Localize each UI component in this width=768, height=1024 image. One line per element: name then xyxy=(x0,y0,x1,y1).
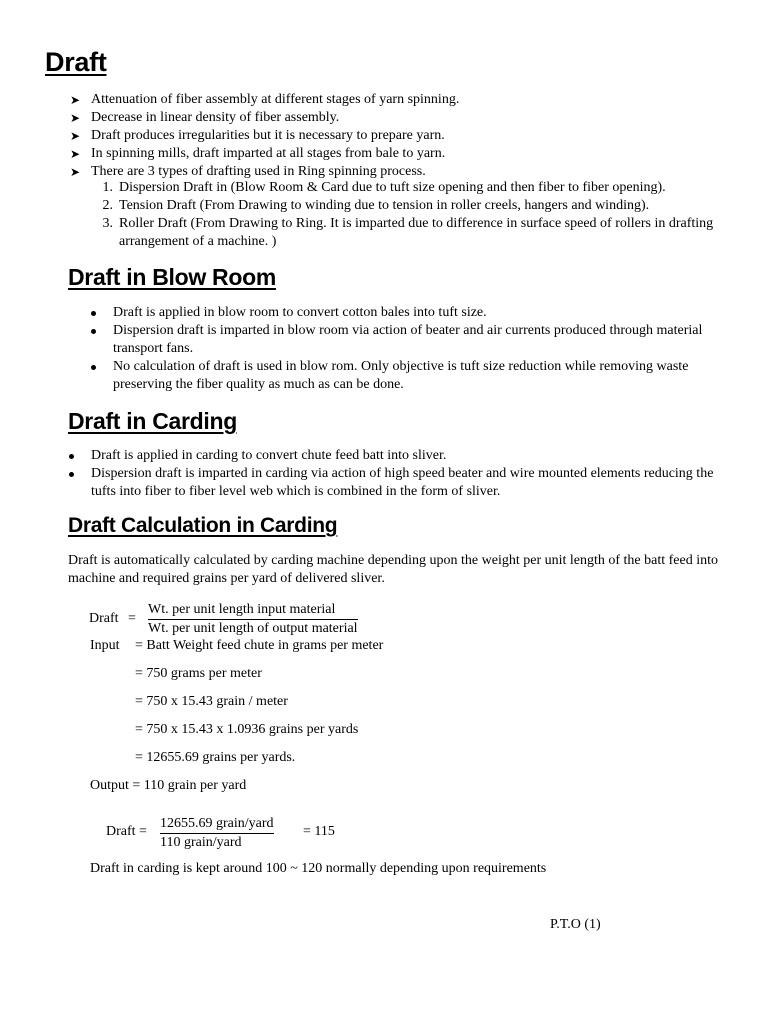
formula-fraction xyxy=(148,602,358,637)
input-line: = 12655.69 grains per yards. xyxy=(135,750,296,765)
round-bullet-icon xyxy=(69,472,74,477)
result-fraction xyxy=(160,816,274,851)
list-item: 1. Dispersion Draft in (Blow Room & Card due to tuft size opening and then fiber to fiber opening). xyxy=(102,180,666,195)
input-line: = 750 grams per meter xyxy=(135,666,262,681)
formula-equals: = xyxy=(128,611,136,626)
section-heading-carding: Draft in Carding xyxy=(68,408,237,434)
list-item: ➤ Attenuation of fiber assembly at different stages of yarn spinning. xyxy=(70,92,460,107)
page-title: Draft xyxy=(45,47,107,77)
arrow-bullet-icon: ➤ xyxy=(70,165,81,179)
list-item: Draft is applied in carding to convert chute feed batt into sliver. xyxy=(91,447,713,465)
calculation-intro: Draft is automatically calculated by carding machine depending upon the weight per unit length of the batt feed into machine and required grains per yard of delivered sliver. xyxy=(68,553,719,586)
result-numerator: 12655.69 grain/yard xyxy=(160,816,274,831)
list-item: ➤ In spinning mills, draft imparted at all stages from bale to yarn. xyxy=(70,146,446,161)
arrow-bullet-icon: ➤ xyxy=(70,129,81,143)
round-bullet-icon xyxy=(91,311,96,316)
fraction-bar xyxy=(160,833,274,834)
input-line: = 750 x 15.43 grain / meter xyxy=(135,694,288,709)
section-heading-blow-room: Draft in Blow Room xyxy=(68,264,276,290)
round-bullet-icon xyxy=(69,454,74,459)
formula-label: Draft xyxy=(89,611,119,626)
input-line: = Batt Weight feed chute in grams per meter xyxy=(135,638,384,653)
output-line: Output = 110 grain per yard xyxy=(90,778,247,793)
intro-bullet-list xyxy=(70,91,460,181)
fraction-bar xyxy=(148,619,358,620)
arrow-bullet-icon: ➤ xyxy=(70,147,81,161)
result-value: = 115 xyxy=(303,824,335,839)
draft-types-list xyxy=(102,179,714,251)
section-heading-calculation: Draft Calculation in Carding xyxy=(68,514,338,537)
input-line: = 750 x 15.43 x 1.0936 grains per yards xyxy=(135,722,359,737)
page-footer: P.T.O (1) xyxy=(550,917,601,932)
list-item: Dispersion draft is imparted in blow room via action of beater and air currents produced through material transport fans. xyxy=(113,322,702,358)
list-item: ➤ There are 3 types of drafting used in Ring spinning process. xyxy=(70,164,426,179)
blow-room-bullet-list xyxy=(113,304,702,394)
round-bullet-icon xyxy=(91,329,96,334)
list-item: No calculation of draft is used in blow rom. Only objective is tuft size reduction while removing waste preserving the fiber quality as much as can be done. xyxy=(113,358,702,394)
formula-numerator: Wt. per unit length input material xyxy=(148,602,336,617)
list-item: 2. Tension Draft (From Drawing to winding due to tension in roller creels, hangers and winding). xyxy=(102,198,650,213)
list-item: Draft is applied in blow room to convert cotton bales into tuft size. xyxy=(113,304,702,322)
formula-denominator: Wt. per unit length of output material xyxy=(148,621,358,636)
arrow-bullet-icon: ➤ xyxy=(70,111,81,125)
round-bullet-icon xyxy=(91,365,96,370)
carding-bullet-list xyxy=(91,447,713,501)
conclusion: Draft in carding is kept around 100 ~ 120 normally depending upon requirements xyxy=(90,861,547,876)
result-label: Draft = xyxy=(106,824,147,839)
input-label: Input xyxy=(90,638,120,653)
list-item: ➤ Draft produces irregularities but it is necessary to prepare yarn. xyxy=(70,128,445,143)
list-item: ➤ Decrease in linear density of fiber assembly. xyxy=(70,110,340,125)
arrow-bullet-icon: ➤ xyxy=(70,93,81,107)
result-denominator: 110 grain/yard xyxy=(160,835,242,850)
list-item: Dispersion draft is imparted in carding via action of high speed beater and wire mounted elements reducing the tufts into fiber to fiber level web which is combined in the form of sliver. xyxy=(91,465,713,501)
list-item: 3. Roller Draft (From Drawing to Ring. It is imparted due to difference in surface speed of rollers in drafting arrangement of a machine. ) xyxy=(102,216,714,249)
